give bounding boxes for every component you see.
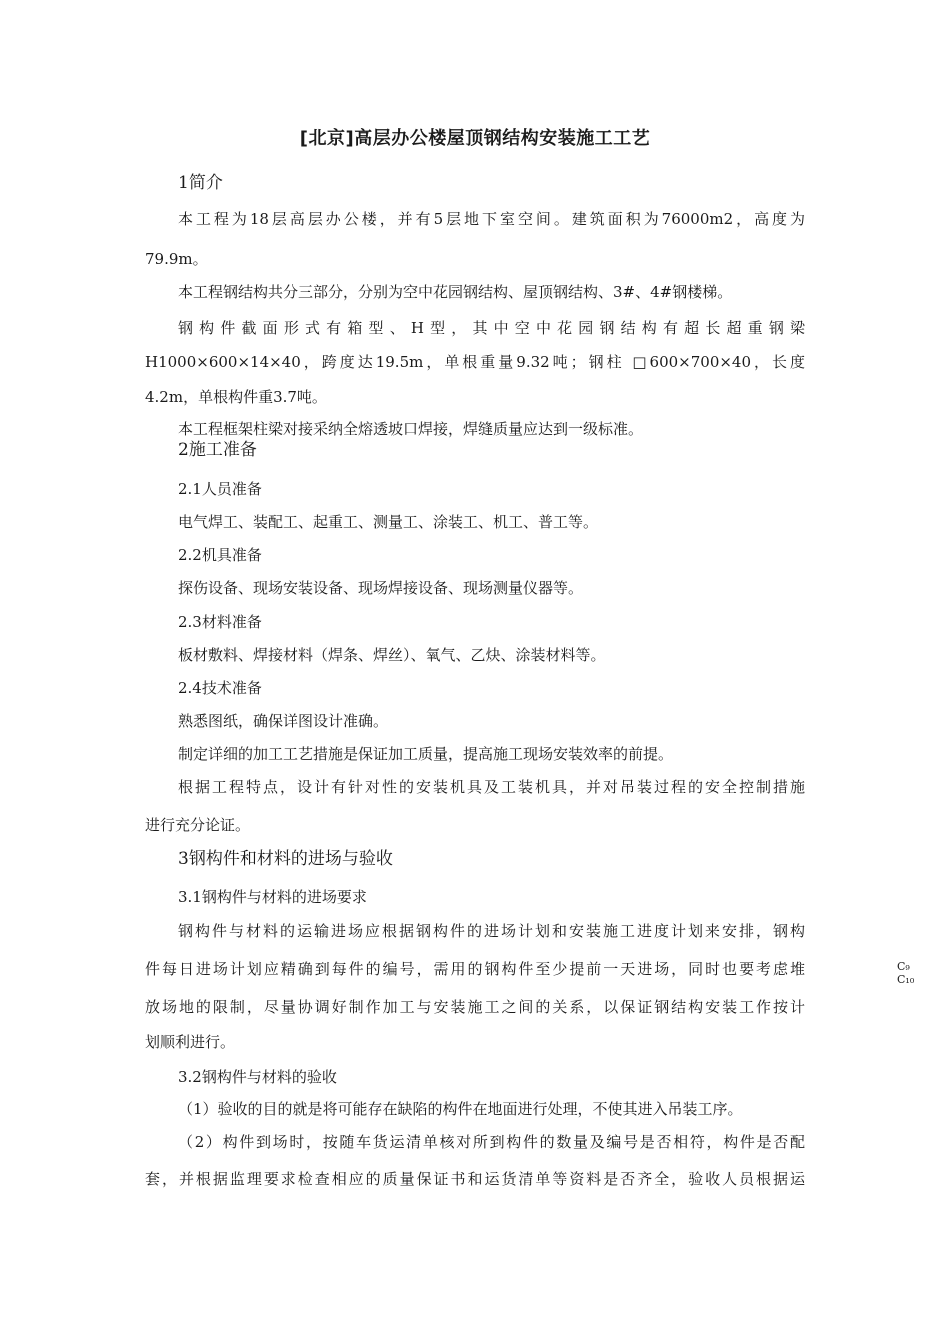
document-title: [北京]高层办公楼屋顶钢结构安装施工工艺 [299, 128, 651, 149]
section-heading-1: 1简介 [178, 173, 223, 193]
paragraph-line: 套，并根据监理要求检查相应的质量保证书和运货清单等资料是否齐全，验收人员根据运 [145, 1170, 805, 1188]
subsection-heading: 3.1钢构件与材料的进场要求 [178, 888, 367, 906]
paragraph-line: 79.9m。 [145, 250, 208, 268]
paragraph-line: 本工程钢结构共分三部分，分别为空中花园钢结构、屋顶钢结构、3#、4#钢楼梯。 [178, 283, 733, 301]
paragraph-line: 板材敷料、焊接材料（焊条、焊丝）、氧气、乙炔、涂装材料等。 [178, 646, 606, 664]
paragraph-line: 件每日进场计划应精确到每件的编号，需用的钢构件至少提前一天进场，同时也要考虑堆 [145, 960, 805, 978]
margin-mark: C₉ C₁₀ [897, 960, 915, 986]
paragraph-line: 放场地的限制，尽量协调好制作加工与安装施工之间的关系，以保证钢结构安装工作按计 [145, 998, 805, 1016]
subsection-heading: 2.1人员准备 [178, 480, 262, 498]
paragraph-line: 电气焊工、装配工、起重工、测量工、涂装工、机工、普工等。 [178, 513, 599, 531]
subsection-heading: 2.2机具准备 [178, 546, 262, 564]
paragraph-line: （2）构件到场时，按随车货运清单核对所到构件的数量及编号是否相符，构件是否配 [178, 1133, 805, 1151]
paragraph-line: 划顺利进行。 [145, 1033, 236, 1051]
paragraph-line: 4.2m，单根构件重3.7吨。 [145, 388, 327, 406]
subsection-heading: 3.2钢构件与材料的验收 [178, 1068, 337, 1086]
paragraph-line: 熟悉图纸，确保详图设计准确。 [178, 712, 389, 730]
paragraph-line: H1000×600×14×40，跨度达19.5m，单根重量9.32吨；钢柱 □600×700×40，长度 [145, 353, 805, 371]
paragraph-line: 探伤设备、现场安装设备、现场焊接设备、现场测量仪器等。 [178, 579, 584, 597]
paragraph-line: 制定详细的加工工艺措施是保证加工质量，提高施工现场安装效率的前提。 [178, 745, 674, 763]
subsection-heading: 2.3材料准备 [178, 613, 262, 631]
section-heading-3: 3钢构件和材料的进场与验收 [178, 849, 393, 869]
paragraph-line: 根据工程特点，设计有针对性的安装机具及工装机具，并对吊装过程的安全控制措施 [178, 778, 805, 796]
paragraph-line: 本工程框架柱梁对接采纳全熔透坡口焊接，焊缝质量应达到一级标准。 [178, 420, 644, 438]
section-heading-2: 2施工准备 [178, 440, 257, 460]
paragraph-line: 钢构件与材料的运输进场应根据钢构件的进场计划和安装施工进度计划来安排，钢构 [178, 922, 805, 940]
paragraph-line: 进行充分论证。 [145, 816, 251, 834]
paragraph-line: 钢构件截面形式有箱型、H型，其中空中花园钢结构有超长超重钢梁 [178, 319, 805, 337]
paragraph-line: （1）验收的目的就是将可能存在缺陷的构件在地面进行处理，不使其进入吊装工序。 [178, 1100, 743, 1118]
subsection-heading: 2.4技术准备 [178, 679, 262, 697]
paragraph-line: 本工程为18层高层办公楼，并有5层地下室空间。建筑面积为76000m2，高度为 [178, 210, 805, 228]
